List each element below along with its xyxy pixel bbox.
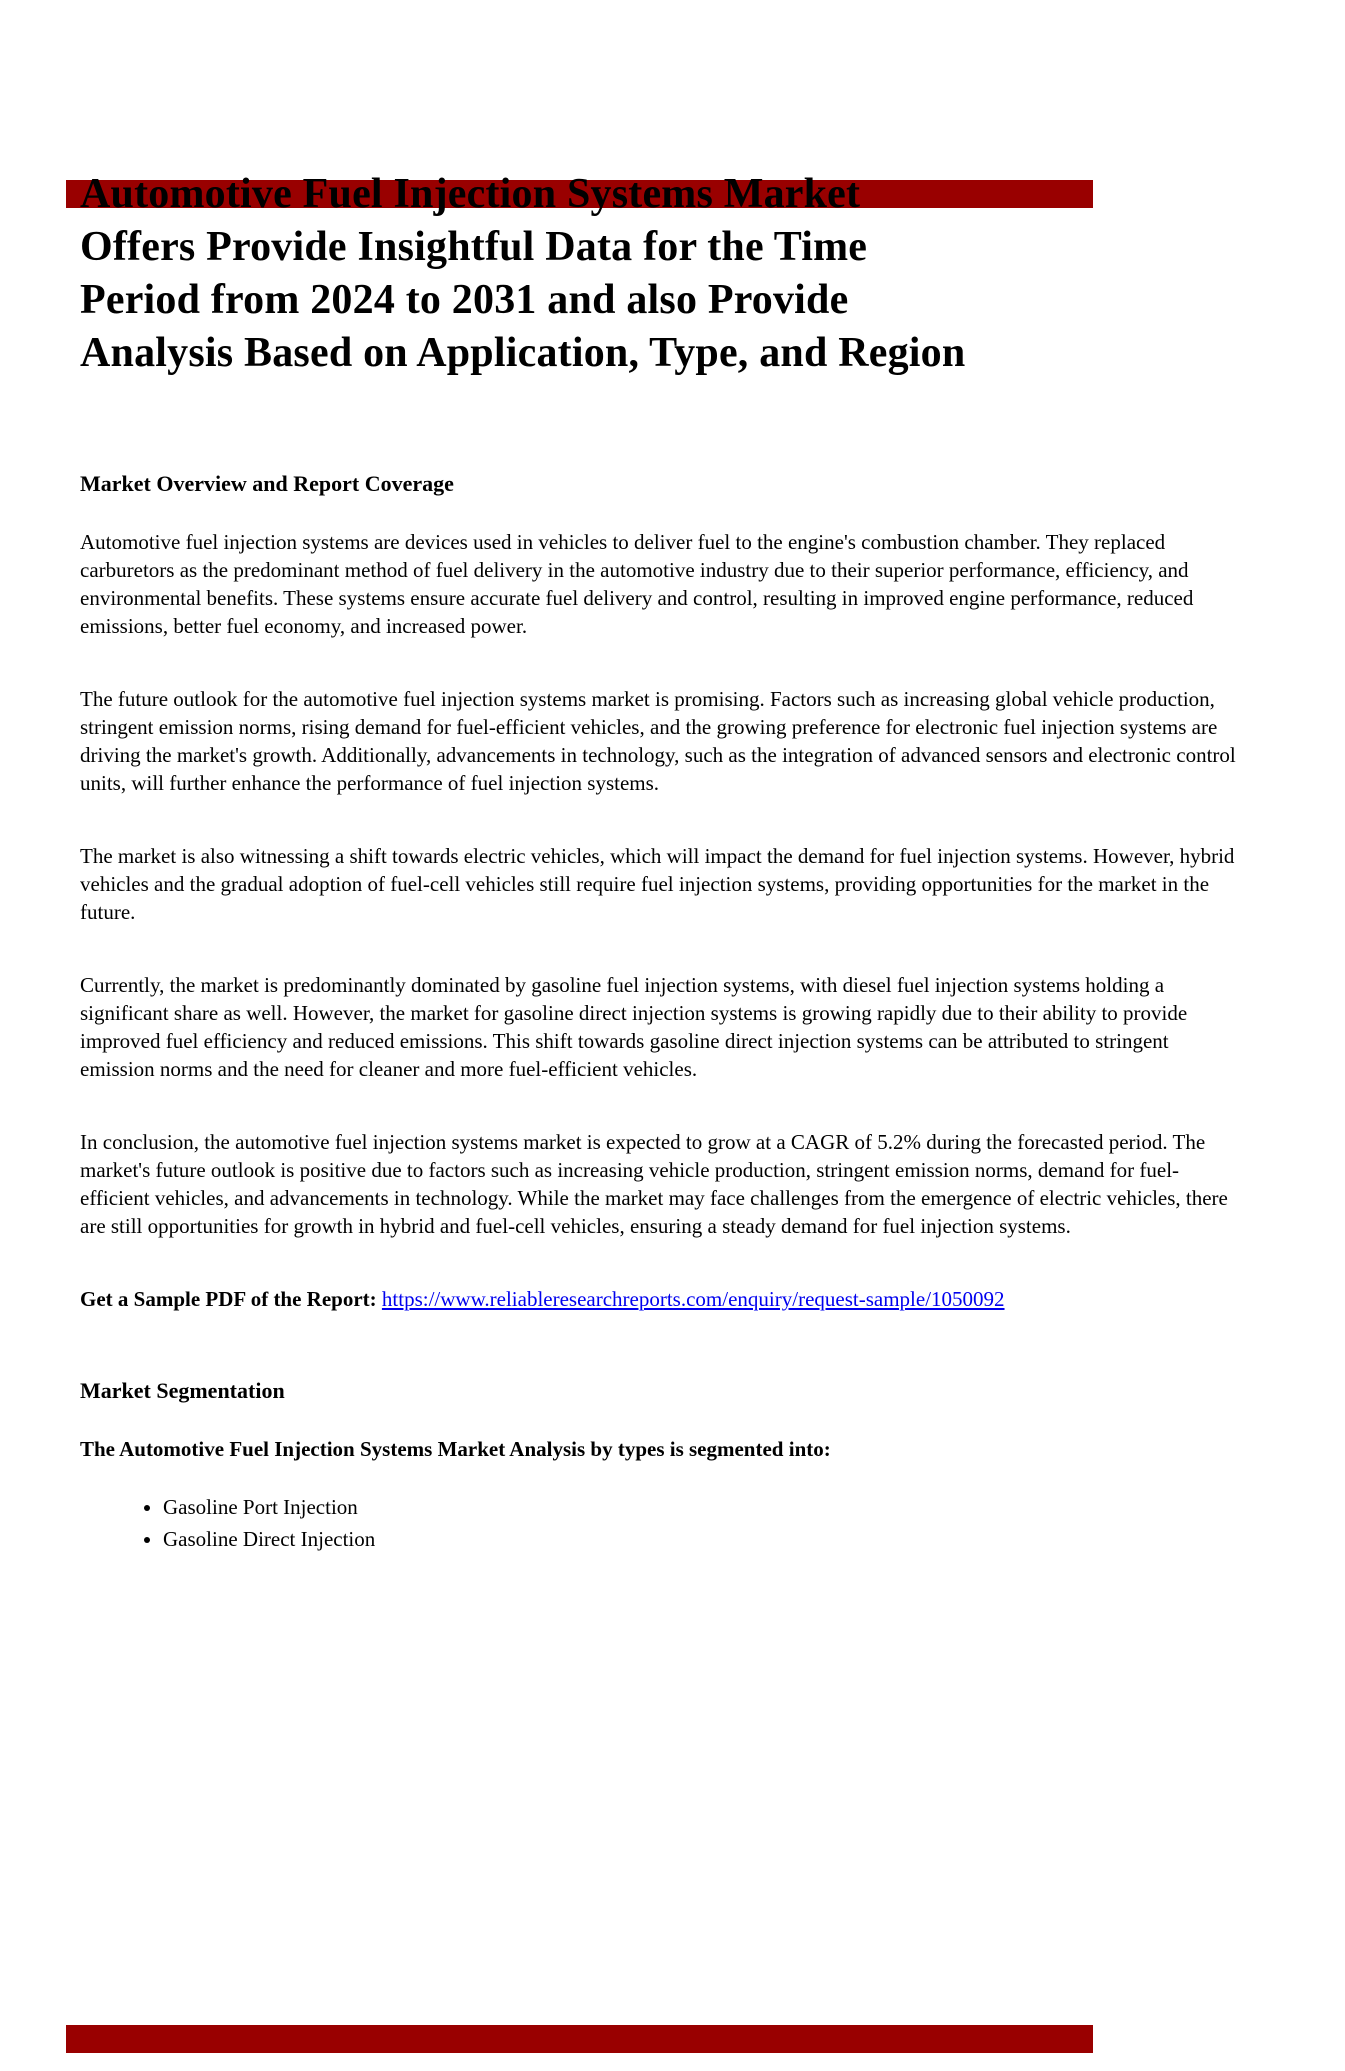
paragraph-market-overview: Automotive fuel injection systems are devices used in vehicles to deliver fuel to the engine's combustion chamber. They replaced carburetors as the predominant method of fuel delivery in the automotive industry due to their superior performance, efficiency, and environmental benefits. These systems ensure accurate fuel delivery and control, resulting in improved engine performance, reduced emissions, better fuel economy, and increased power.: [80, 530, 1194, 638]
sample-report-cta: [80, 1285, 1245, 1313]
article-title: [80, 168, 1245, 380]
title-line: Offers Provide Insightful Data for the Time: [80, 224, 868, 270]
paragraph-future-outlook: The future outlook for the automotive fuel injection systems market is promising. Factors such as increasing global vehicle production, stringent emission norms, rising demand for fuel-efficient vehicles, and the growing preference for electronic fuel injection systems are driving the market's growth. Additionally, advancements in technology, such as the integration of advanced sensors and electronic control units, will further enhance the performance of fuel injection systems.: [80, 687, 1236, 795]
sample-report-label: Get a Sample PDF of the Report:: [80, 1287, 382, 1311]
paragraph-current-market: Currently, the market is predominantly dominated by gasoline fuel injection systems, with diesel fuel injection systems holding a significant share as well. However, the market for gasoline direct injection systems is growing rapidly due to their ability to provide improved fuel efficiency and reduced emissions. This shift towards gasoline direct injection systems can be attributed to stringent emission norms and the need for cleaner and more fuel-efficient vehicles.: [80, 973, 1188, 1081]
title-line: Automotive Fuel Injection Systems Market: [80, 171, 861, 217]
types-intro: The Automotive Fuel Injection Systems Market Analysis by types is segmented into:: [80, 1437, 831, 1461]
list-item-gasoline-port-injection: • Gasoline Port Injection: [163, 1491, 1245, 1523]
list-item-gasoline-direct-injection: • Gasoline Direct Injection: [163, 1523, 1245, 1555]
section-heading-overview: Market Overview and Report Coverage: [80, 471, 454, 496]
section-heading-segmentation: Market Segmentation: [80, 1378, 285, 1403]
title-line: Period from 2024 to 2031 and also Provide: [80, 277, 849, 323]
type-list: [80, 1491, 1245, 1555]
sample-report-link[interactable]: https://www.reliableresearchreports.com/enquiry/request-sample/1050092: [381, 1287, 1005, 1311]
paragraph-conclusion: In conclusion, the automotive fuel injection systems market is expected to grow at a CAGR of 5.2% during the forecasted period. The market's future outlook is positive due to factors such as increasing vehicle production, stringent emission norms, demand for fuel-efficient vehicles, and advancements in technology. While the market may face challenges from the emergence of electric vehicles, there are still opportunities for growth in hybrid and fuel-cell vehicles, ensuring a steady demand for fuel injection systems.: [80, 1130, 1228, 1238]
article-body: [0, 168, 1345, 1555]
paragraph-ev-shift: The market is also witnessing a shift towards electric vehicles, which will impact the demand for fuel injection systems. However, hybrid vehicles and the gradual adoption of fuel-cell vehicles still require fuel injection systems, providing opportunities for the market in the future.: [80, 844, 1235, 924]
title-line: Analysis Based on Application, Type, and Region: [80, 330, 966, 376]
bottom-accent-bar: [66, 2025, 1093, 2053]
